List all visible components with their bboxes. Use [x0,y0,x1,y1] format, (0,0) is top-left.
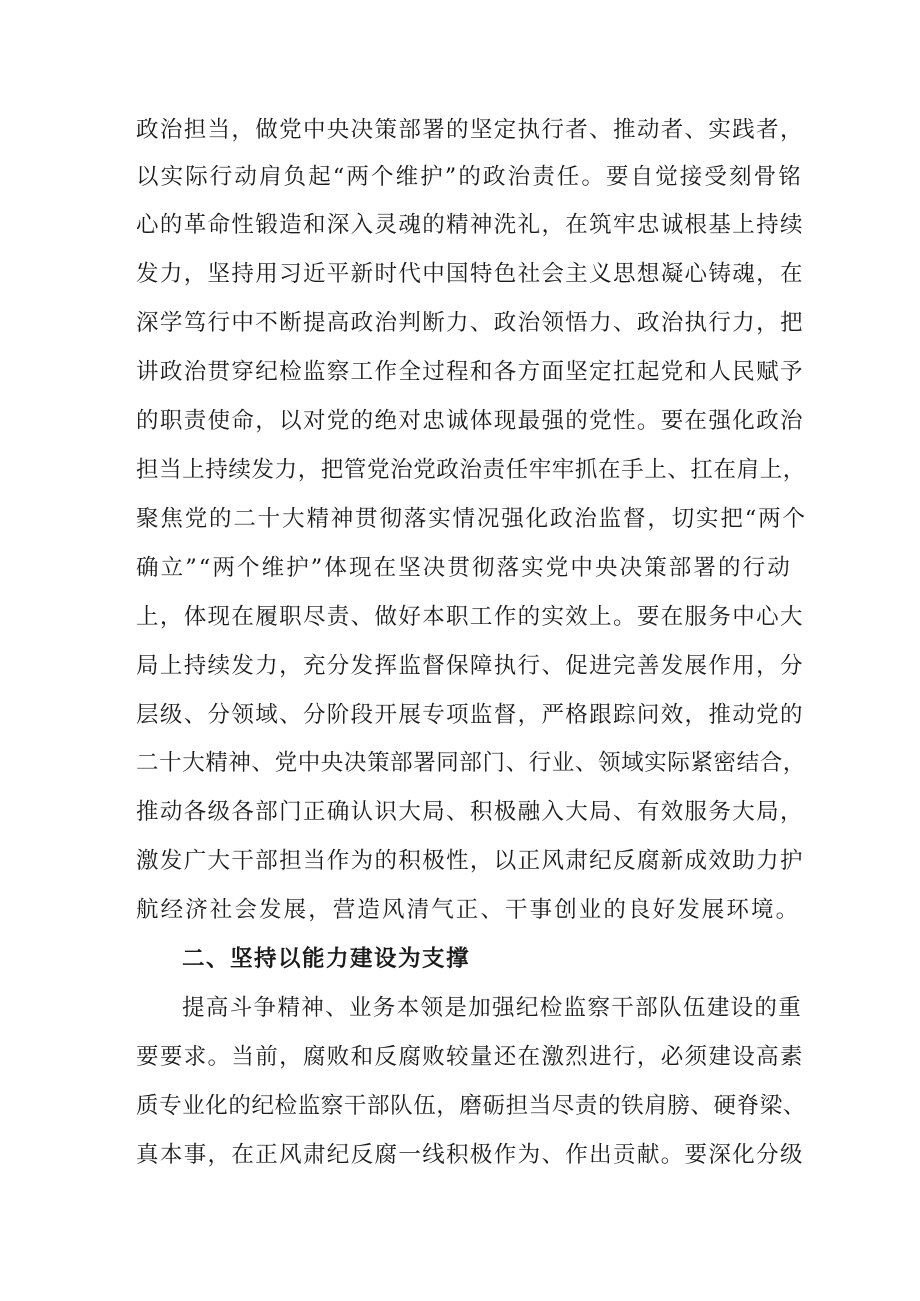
text-line: 以实际行动肩负起“两个维护”的政治责任。要自觉接受刻骨铭 [136,164,803,190]
section-heading: 二、坚持以能力建设为支撑 [182,946,471,972]
text-line: 局上持续发力，充分发挥监督保障执行、促进完善发展作用，分 [136,653,804,679]
text-line: 心的革命性锻造和深入灵魂的精神洗礼，在筑牢忠诚根基上持续 [136,212,804,238]
text-line: 担当上持续发力，把管党治党政治责任牢牢抓在手上、扛在肩上， [136,457,806,483]
text-line: 航经济社会发展，营造风清气正、干事创业的良好发展环境。 [136,897,801,923]
text-line: 质专业化的纪检监察干部队伍，磨砺担当尽责的铁肩膀、硬脊梁、 [136,1093,806,1119]
text-line: 要要求。当前，腐败和反腐败较量还在激烈进行，必须建设高素 [136,1044,804,1070]
text-line: 讲政治贯穿纪检监察工作全过程和各方面坚定扛起党和人民赋予 [136,359,804,385]
text-line: 二十大精神、党中央决策部署同部门、行业、领域实际紧密结合， [136,750,806,776]
text-line: 提高斗争精神、业务本领是加强纪检监察干部队伍建设的重 [182,995,803,1021]
text-line: 政治担当，做党中央决策部署的坚定执行者、推动者、实践者， [136,117,804,143]
text-line: 真本事，在正风肃纪反腐一线积极作为、作出贡献。要深化分级 [136,1142,804,1168]
text-line: 确立”“两个维护”体现在坚决贯彻落实党中央决策部署的行动 [136,555,792,581]
text-line: 发力，坚持用习近平新时代中国特色社会主义思想凝心铸魂，在 [136,261,804,287]
text-line: 上，体现在履职尽责、做好本职工作的实效上。要在服务中心大 [136,604,804,630]
text-line: 激发广大干部担当作为的积极性，以正风肃纪反腐新成效助力护 [136,848,804,874]
text-line: 层级、分领域、分阶段开展专项监督，严格跟踪问效，推动党的 [136,702,804,728]
text-line: 深学笃行中不断提高政治判断力、政治领悟力、政治执行力，把 [136,310,804,336]
text-line: 推动各级各部门正确认识大局、积极融入大局、有效服务大局， [136,799,804,825]
text-line: 聚焦党的二十大精神贯彻落实情况强化政治监督，切实把“两个 [136,506,807,532]
text-line: 的职责使命，以对党的绝对忠诚体现最强的党性。要在强化政治 [136,408,804,434]
